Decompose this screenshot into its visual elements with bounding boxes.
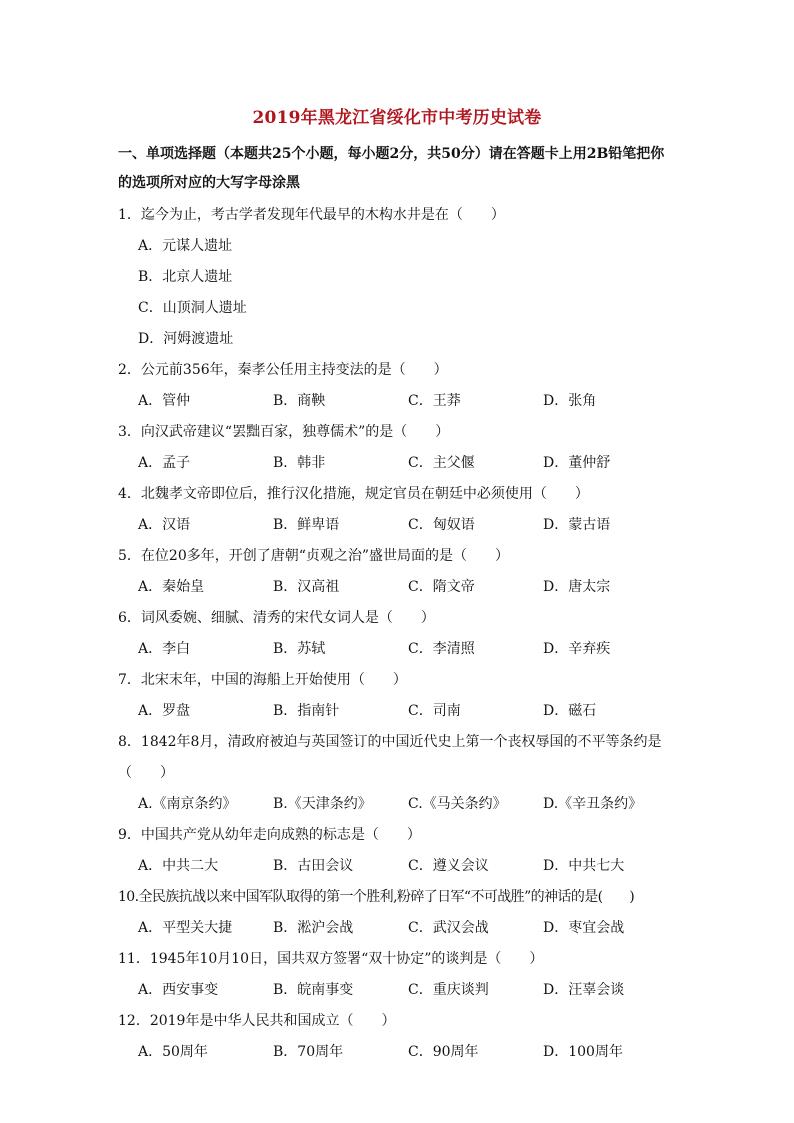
- option-b: B．70周年: [273, 1044, 344, 1060]
- option-a: A．50周年: [138, 1044, 208, 1060]
- option-d: D.《辛丑条约》: [543, 796, 643, 812]
- option-d: D．汪辜会谈: [543, 982, 625, 998]
- question-text: 3．向汉武帝建议“罢黜百家，独尊儒术”的是（ ）: [118, 424, 450, 440]
- option-a: A．孟子: [138, 455, 191, 471]
- question-2: [118, 355, 678, 417]
- option-b: B．韩非: [273, 455, 326, 471]
- option-c: C．重庆谈判: [408, 982, 489, 998]
- option-a: A．中共二大: [138, 858, 219, 874]
- option-c: C．王莽: [408, 393, 461, 409]
- question-text: 12．2019年是中华人民共和国成立（ ）: [118, 1013, 396, 1029]
- option-d: D．董仲舒: [543, 455, 611, 471]
- question-options: [118, 386, 678, 417]
- question-text: 10.全民族抗战以来中国军队取得的第一个胜利,粉碎了日军“不可战胜”的神话的是( ): [118, 889, 635, 905]
- option-c: C．匈奴语: [408, 517, 475, 533]
- question-options: [118, 510, 678, 541]
- option-d: D．蒙古语: [543, 517, 611, 533]
- option-d: D．100周年: [543, 1044, 623, 1060]
- option-b: B．指南针: [273, 703, 340, 719]
- option-b: B．古田会议: [273, 858, 354, 874]
- option-a: A.《南京条约》: [138, 796, 237, 812]
- option-d: D．辛弃疾: [543, 641, 611, 657]
- option-c: C．司南: [408, 703, 461, 719]
- question-options: [118, 572, 678, 603]
- option-a: A．元谋人遗址: [138, 238, 233, 254]
- option-d: D．枣宜会战: [543, 920, 625, 936]
- option-b: B．苏轼: [273, 641, 326, 657]
- option-d: D．中共七大: [543, 858, 625, 874]
- question-text: 1．迄今为止，考古学者发现年代最早的木构水井是在（ ）: [118, 207, 505, 223]
- page-title: 2019年黑龙江省绥化市中考历史试卷: [252, 108, 542, 128]
- option-b: B．汉高祖: [273, 579, 340, 595]
- question-text: 6．词风委婉、细腻、清秀的宋代女词人是（ ）: [118, 610, 435, 626]
- question-text: 9．中国共产党从幼年走向成熟的标志是（ ）: [118, 827, 421, 843]
- option-a: A．汉语: [138, 517, 191, 533]
- option-b: B．淞沪会战: [273, 920, 354, 936]
- option-a: A．西安事变: [138, 982, 219, 998]
- option-c: C．李清照: [408, 641, 475, 657]
- option-c: C．武汉会战: [408, 920, 489, 936]
- question-options: [118, 231, 678, 355]
- question-6: [118, 603, 678, 665]
- question-options: [118, 789, 678, 820]
- option-d: D．唐太宗: [543, 579, 611, 595]
- option-d: D．河姆渡遗址: [138, 331, 234, 347]
- option-c: C.《马关条约》: [408, 796, 507, 812]
- option-a: A．罗盘: [138, 703, 191, 719]
- question-1: [118, 200, 678, 355]
- question-11: [118, 944, 678, 1006]
- option-b: B．鲜卑语: [273, 517, 340, 533]
- question-options: [118, 975, 678, 1006]
- question-5: [118, 541, 678, 603]
- option-b: B．北京人遗址: [138, 269, 233, 285]
- option-a: A．管仲: [138, 393, 191, 409]
- question-options: [118, 696, 678, 727]
- question-text: 4．北魏孝文帝即位后，推行汉化措施，规定官员在朝廷中必须使用（ ）: [118, 486, 589, 502]
- option-b: B.《天津条约》: [273, 796, 372, 812]
- option-c: C．隋文帝: [408, 579, 475, 595]
- question-text: 7．北宋末年，中国的海船上开始使用（ ）: [118, 672, 407, 688]
- question-options: [118, 851, 678, 882]
- option-d: D．磁石: [543, 703, 597, 719]
- option-c: C．90周年: [408, 1044, 479, 1060]
- question-options: [118, 913, 678, 944]
- section-heading: 一、单项选择题（本题共25个小题，每小题2分，共50分）请在答题卡上用2B铅笔把你的选项所对应的大写字母涂黑: [118, 146, 665, 191]
- question-text: 8．1842年8月，清政府被迫与英国签订的中国近代史上第一个丧权辱国的不平等条约是（ ）: [118, 734, 662, 781]
- question-options: [118, 1037, 678, 1068]
- question-9: [118, 820, 678, 882]
- option-a: A．秦始皇: [138, 579, 205, 595]
- option-c: C．主父偃: [408, 455, 475, 471]
- option-c: C．山顶洞人遗址: [138, 300, 247, 316]
- option-a: A．平型关大捷: [138, 920, 233, 936]
- question-4: [118, 479, 678, 541]
- question-8: [118, 727, 678, 820]
- option-c: C．遵义会议: [408, 858, 489, 874]
- question-7: [118, 665, 678, 727]
- question-text: 5．在位20多年，开创了唐朝“贞观之治”盛世局面的是（ ）: [118, 548, 510, 564]
- option-b: B．商鞅: [273, 393, 326, 409]
- question-options: [118, 448, 678, 479]
- option-a: A．李白: [138, 641, 191, 657]
- question-options: [118, 634, 678, 665]
- option-b: B．皖南事变: [273, 982, 354, 998]
- question-text: 11．1945年10月10日，国共双方签署“双十协定”的谈判是（ ）: [118, 951, 544, 967]
- question-10: [118, 882, 678, 944]
- question-12: [118, 1006, 678, 1068]
- question-3: [118, 417, 678, 479]
- option-d: D．张角: [543, 393, 597, 409]
- question-text: 2．公元前356年，秦孝公任用主持变法的是（ ）: [118, 362, 448, 378]
